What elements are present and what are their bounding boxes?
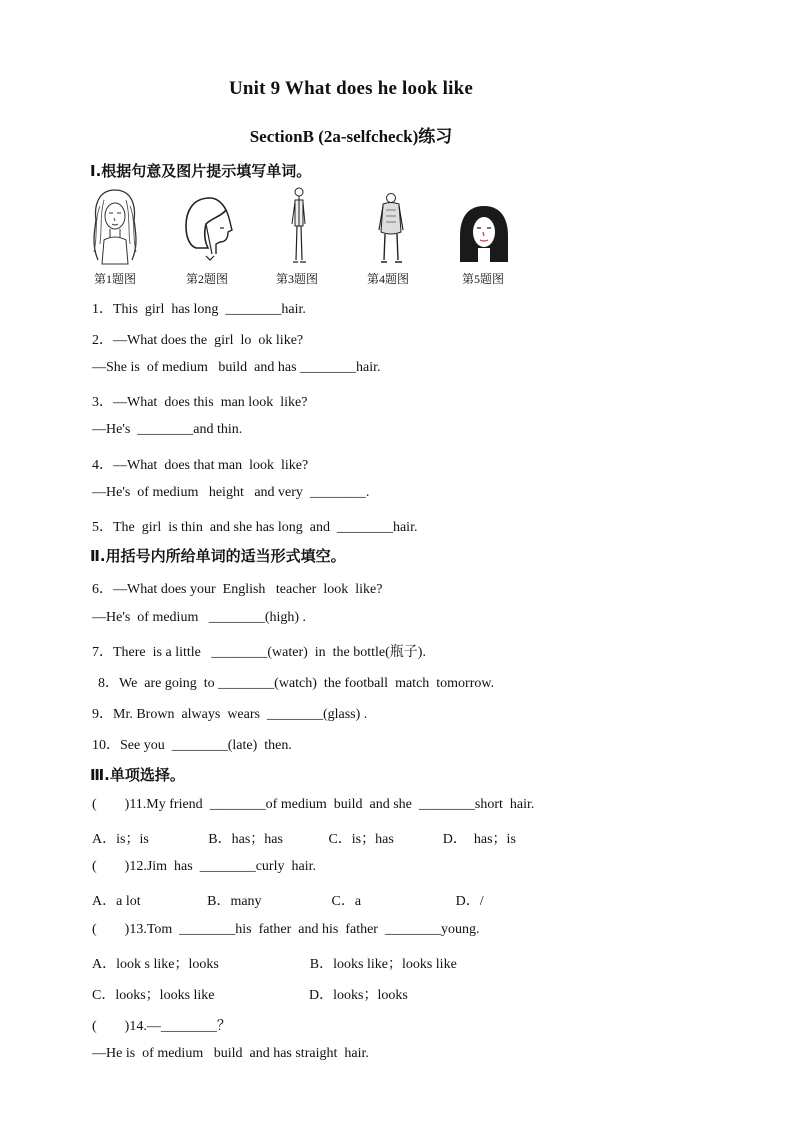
section-2-heading: Ⅱ.用括号内所给单词的适当形式填空。 [90, 547, 346, 565]
figure-5-caption: 第5题图 [462, 272, 505, 286]
question-7: 7．There is a little ________(water) in the bottle(瓶子). [92, 645, 426, 660]
question-14: ( )14.—________？ [92, 1019, 231, 1034]
question-6: 6．—What does your English teacher look like? [92, 582, 383, 597]
figure-2-short-hair-girl [182, 194, 238, 264]
options-11: A．is；is B．has；has C．is；has D． has；is [92, 832, 516, 847]
question-1: 1．This girl has long ________hair. [92, 302, 306, 317]
answer-6: —He's of medium ________(high) . [92, 610, 307, 625]
document-title: Unit 9 What does he look like [228, 78, 474, 99]
question-2: 2．—What does the girl lo ok like? [92, 333, 304, 348]
question-9: 9．Mr. Brown always wears ________(glass) . [92, 707, 368, 722]
question-11: ( )11.My friend ________of medium build and she ________short hair. [92, 797, 535, 812]
options-13-ab: A．look s like；looks B．looks like；looks like [92, 957, 457, 972]
question-4: 4．—What does that man look like? [92, 458, 309, 473]
figure-1-long-hair-girl [90, 186, 140, 266]
question-8: 8．We are going to ________(watch) the football match tomorrow. [98, 676, 495, 691]
question-13: ( )13.Tom ________his father and his father ________young. [92, 922, 480, 937]
figure-1-caption: 第1题图 [94, 272, 137, 286]
section-1-heading: Ⅰ.根据句意及图片提示填写单词。 [90, 162, 312, 180]
figure-3-tall-thin-man [284, 186, 314, 266]
dialogue-14: —He is of medium build and has straight hair. [92, 1046, 369, 1061]
options-13-cd: C．looks；looks like D．looks；looks [92, 988, 408, 1003]
question-5: 5．The girl is thin and she has long and ________hair. [92, 520, 418, 535]
options-12: A．a lot B．many C．a D．/ [92, 894, 484, 909]
question-10: 10．See you ________(late) then. [92, 738, 292, 753]
figure-2-caption: 第2题图 [186, 272, 229, 286]
answer-4: —He's of medium height and very ________. [92, 485, 370, 500]
figure-5-long-straight-hair-girl [456, 204, 512, 264]
section-3-heading: Ⅲ.单项选择。 [90, 766, 185, 784]
question-3: 3．—What does this man look like? [92, 395, 308, 410]
answer-3: —He's ________and thin. [92, 422, 243, 437]
answer-2: —She is of medium build and has ________hair. [92, 360, 381, 375]
document-subtitle: SectionB (2a-selfcheck)练习 [249, 127, 453, 146]
figure-4-heavy-man [374, 192, 408, 266]
figure-3-caption: 第3题图 [276, 272, 319, 286]
question-12: ( )12.Jim has ________curly hair. [92, 859, 316, 874]
figure-4-caption: 第4题图 [367, 272, 410, 286]
